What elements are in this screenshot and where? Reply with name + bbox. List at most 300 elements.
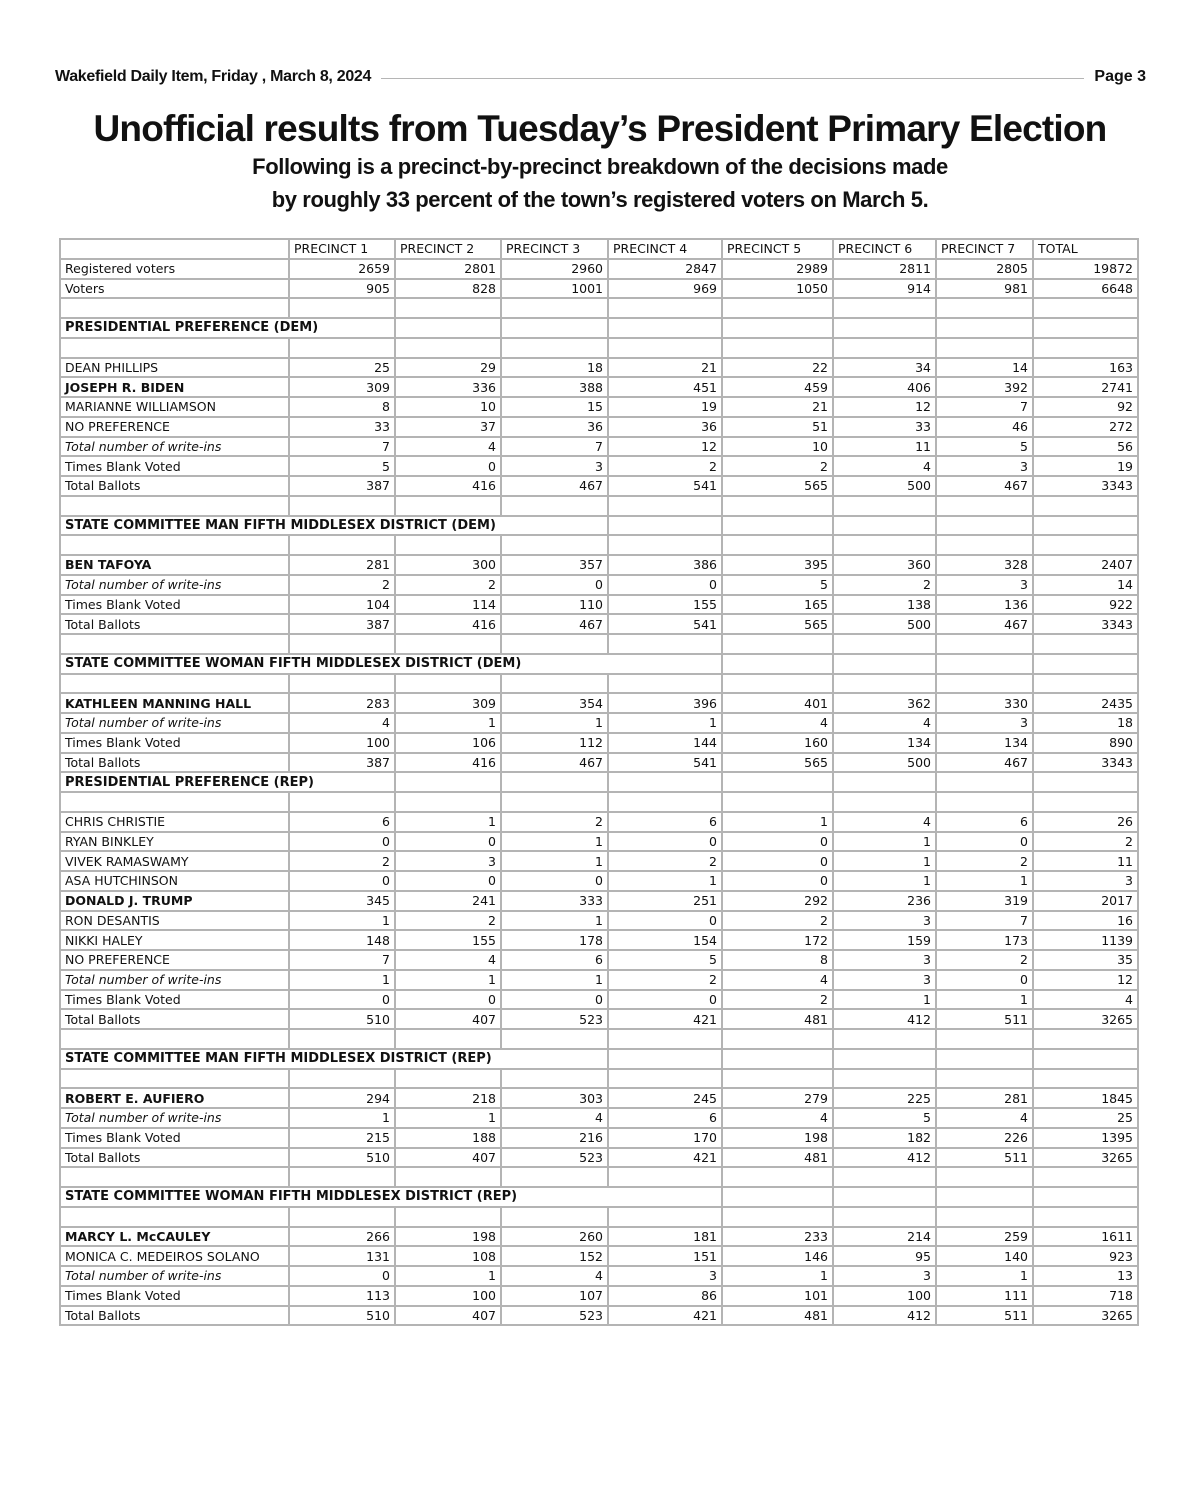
- empty-cell: [722, 1049, 833, 1069]
- precinct-5-cell: 8: [722, 950, 833, 970]
- precinct-3-cell: 15: [501, 397, 608, 417]
- precinct-5-cell: 21: [722, 397, 833, 417]
- empty-cell: [395, 674, 501, 694]
- precinct-6-cell: 100: [833, 1286, 936, 1306]
- precinct-3-cell: 216: [501, 1128, 608, 1148]
- precinct-7-cell: 173: [936, 930, 1033, 950]
- precinct-5-cell: 0: [722, 832, 833, 852]
- section-heading-row: [60, 772, 1138, 792]
- precinct-6-cell: 500: [833, 476, 936, 496]
- precinct-4-cell: 396: [608, 693, 722, 713]
- precinct-7-cell: 3: [936, 575, 1033, 595]
- precinct-7-cell: 981: [936, 279, 1033, 299]
- table-row: [60, 575, 1138, 595]
- empty-cell: [1033, 1049, 1138, 1069]
- precinct-2-cell: 2801: [395, 259, 501, 279]
- total-cell: 2435: [1033, 693, 1138, 713]
- precinct-4-cell: 154: [608, 930, 722, 950]
- empty-cell: [289, 496, 395, 516]
- empty-cell: [395, 1167, 501, 1187]
- empty-cell: [936, 1187, 1033, 1207]
- row-label: Total number of write-ins: [60, 970, 289, 990]
- precinct-2-cell: 0: [395, 456, 501, 476]
- precinct-3-cell: 3: [501, 456, 608, 476]
- precinct-7-cell: 0: [936, 970, 1033, 990]
- empty-cell: [608, 338, 722, 358]
- empty-cell: [501, 318, 608, 338]
- empty-cell: [936, 1049, 1033, 1069]
- precinct-4-cell: 86: [608, 1286, 722, 1306]
- precinct-3-cell: 4: [501, 1266, 608, 1286]
- precinct-6-cell: 3: [833, 950, 936, 970]
- empty-cell: [608, 1167, 722, 1187]
- empty-cell: [395, 338, 501, 358]
- precinct-6-cell: 3: [833, 1266, 936, 1286]
- precinct-3-cell: 523: [501, 1009, 608, 1029]
- spacer-row: [60, 1207, 1138, 1227]
- row-label: VIVEK RAMASWAMY: [60, 851, 289, 871]
- empty-cell: [289, 674, 395, 694]
- precinct-7-cell: 6: [936, 812, 1033, 832]
- row-label: Registered voters: [60, 259, 289, 279]
- precinct-3-cell: 467: [501, 476, 608, 496]
- precinct-4-cell: 19: [608, 397, 722, 417]
- empty-cell: [936, 772, 1033, 792]
- table-row: [60, 1088, 1138, 1108]
- section-heading: STATE COMMITTEE MAN FIFTH MIDDLESEX DISTRICT (DEM): [60, 516, 608, 536]
- precinct-4-cell: 1: [608, 713, 722, 733]
- empty-cell: [1033, 1069, 1138, 1089]
- section-heading-row: [60, 1049, 1138, 1069]
- precinct-1-cell: 905: [289, 279, 395, 299]
- row-label: MONICA C. MEDEIROS SOLANO: [60, 1246, 289, 1266]
- row-label: Total number of write-ins: [60, 437, 289, 457]
- precinct-3-cell: 107: [501, 1286, 608, 1306]
- precinct-6-cell: 225: [833, 1088, 936, 1108]
- empty-cell: [722, 516, 833, 536]
- precinct-1-cell: 283: [289, 693, 395, 713]
- empty-cell: [60, 535, 289, 555]
- precinct-1-cell: 281: [289, 555, 395, 575]
- precinct-4-cell: 21: [608, 358, 722, 378]
- publication-dateline: Wakefield Daily Item, Friday , March 8, 2024: [55, 68, 372, 85]
- precinct-3-cell: 178: [501, 930, 608, 950]
- total-cell: 26: [1033, 812, 1138, 832]
- empty-cell: [1033, 1187, 1138, 1207]
- precinct-6-cell: 1: [833, 990, 936, 1010]
- empty-cell: [608, 772, 722, 792]
- table-row: [60, 555, 1138, 575]
- precinct-6-cell: 138: [833, 595, 936, 615]
- precinct-3-cell: 110: [501, 595, 608, 615]
- precinct-7-cell: 140: [936, 1246, 1033, 1266]
- precinct-1-cell: 345: [289, 891, 395, 911]
- spacer-row: [60, 338, 1138, 358]
- precinct-6-cell: 914: [833, 279, 936, 299]
- total-cell: 19: [1033, 456, 1138, 476]
- row-label: Times Blank Voted: [60, 1286, 289, 1306]
- empty-cell: [936, 338, 1033, 358]
- empty-cell: [833, 792, 936, 812]
- column-header-precinct-5: PRECINCT 5: [722, 239, 833, 259]
- results-body: [60, 259, 1138, 1326]
- precinct-5-cell: 0: [722, 851, 833, 871]
- row-label: DONALD J. TRUMP: [60, 891, 289, 911]
- precinct-3-cell: 7: [501, 437, 608, 457]
- precinct-1-cell: 148: [289, 930, 395, 950]
- total-cell: 3343: [1033, 614, 1138, 634]
- empty-cell: [936, 298, 1033, 318]
- precinct-4-cell: 36: [608, 417, 722, 437]
- empty-cell: [833, 338, 936, 358]
- precinct-3-cell: 4: [501, 1108, 608, 1128]
- empty-cell: [501, 674, 608, 694]
- precinct-2-cell: 336: [395, 377, 501, 397]
- precinct-2-cell: 2: [395, 911, 501, 931]
- empty-cell: [833, 634, 936, 654]
- total-cell: 1611: [1033, 1227, 1138, 1247]
- precinct-3-cell: 36: [501, 417, 608, 437]
- total-cell: 14: [1033, 575, 1138, 595]
- table-row: [60, 851, 1138, 871]
- table-row: [60, 1148, 1138, 1168]
- precinct-6-cell: 182: [833, 1128, 936, 1148]
- empty-cell: [936, 654, 1033, 674]
- precinct-7-cell: 467: [936, 476, 1033, 496]
- precinct-6-cell: 1: [833, 851, 936, 871]
- empty-cell: [936, 1029, 1033, 1049]
- precinct-4-cell: 245: [608, 1088, 722, 1108]
- precinct-2-cell: 2: [395, 575, 501, 595]
- precinct-4-cell: 2847: [608, 259, 722, 279]
- section-heading: PRESIDENTIAL PREFERENCE (DEM): [60, 318, 395, 338]
- total-cell: 12: [1033, 970, 1138, 990]
- table-row: [60, 1009, 1138, 1029]
- total-cell: 4: [1033, 990, 1138, 1010]
- empty-cell: [289, 1029, 395, 1049]
- total-cell: 2017: [1033, 891, 1138, 911]
- row-label: NO PREFERENCE: [60, 950, 289, 970]
- precinct-7-cell: 134: [936, 733, 1033, 753]
- precinct-3-cell: 523: [501, 1306, 608, 1326]
- precinct-7-cell: 5: [936, 437, 1033, 457]
- row-label: Total Ballots: [60, 1148, 289, 1168]
- precinct-3-cell: 1: [501, 713, 608, 733]
- empty-cell: [289, 298, 395, 318]
- column-header-precinct-3: PRECINCT 3: [501, 239, 608, 259]
- precinct-7-cell: 226: [936, 1128, 1033, 1148]
- precinct-1-cell: 1: [289, 911, 395, 931]
- precinct-6-cell: 214: [833, 1227, 936, 1247]
- empty-cell: [1033, 674, 1138, 694]
- total-cell: 272: [1033, 417, 1138, 437]
- column-header-label: [60, 239, 289, 259]
- empty-cell: [722, 772, 833, 792]
- row-label: Times Blank Voted: [60, 990, 289, 1010]
- precinct-7-cell: 4: [936, 1108, 1033, 1128]
- precinct-6-cell: 1: [833, 871, 936, 891]
- precinct-3-cell: 1: [501, 911, 608, 931]
- table-row: [60, 377, 1138, 397]
- precinct-5-cell: 101: [722, 1286, 833, 1306]
- row-label: Total Ballots: [60, 476, 289, 496]
- precinct-2-cell: 416: [395, 476, 501, 496]
- empty-cell: [1033, 654, 1138, 674]
- precinct-4-cell: 541: [608, 753, 722, 773]
- empty-cell: [60, 1029, 289, 1049]
- empty-cell: [833, 1207, 936, 1227]
- empty-cell: [501, 634, 608, 654]
- precinct-2-cell: 4: [395, 437, 501, 457]
- table-row: [60, 1128, 1138, 1148]
- precinct-3-cell: 467: [501, 614, 608, 634]
- precinct-1-cell: 387: [289, 476, 395, 496]
- precinct-4-cell: 421: [608, 1306, 722, 1326]
- total-cell: 163: [1033, 358, 1138, 378]
- table-row: [60, 693, 1138, 713]
- empty-cell: [60, 1069, 289, 1089]
- empty-cell: [833, 298, 936, 318]
- precinct-6-cell: 3: [833, 911, 936, 931]
- masthead-rule: [381, 78, 1084, 79]
- precinct-6-cell: 236: [833, 891, 936, 911]
- precinct-5-cell: 0: [722, 871, 833, 891]
- precinct-1-cell: 2: [289, 575, 395, 595]
- empty-cell: [395, 1069, 501, 1089]
- table-row: [60, 911, 1138, 931]
- precinct-7-cell: 511: [936, 1148, 1033, 1168]
- row-label: ROBERT E. AUFIERO: [60, 1088, 289, 1108]
- precinct-6-cell: 11: [833, 437, 936, 457]
- empty-cell: [395, 772, 501, 792]
- section-heading: STATE COMMITTEE WOMAN FIFTH MIDDLESEX DISTRICT (DEM): [60, 654, 722, 674]
- precinct-7-cell: 328: [936, 555, 1033, 575]
- precinct-2-cell: 309: [395, 693, 501, 713]
- empty-cell: [1033, 792, 1138, 812]
- table-row: [60, 397, 1138, 417]
- empty-cell: [936, 634, 1033, 654]
- row-label: MARIANNE WILLIAMSON: [60, 397, 289, 417]
- precinct-4-cell: 2: [608, 970, 722, 990]
- precinct-4-cell: 2: [608, 456, 722, 476]
- precinct-4-cell: 181: [608, 1227, 722, 1247]
- precinct-3-cell: 357: [501, 555, 608, 575]
- empty-cell: [395, 298, 501, 318]
- precinct-1-cell: 510: [289, 1009, 395, 1029]
- empty-cell: [722, 318, 833, 338]
- empty-cell: [833, 535, 936, 555]
- precinct-1-cell: 131: [289, 1246, 395, 1266]
- precinct-3-cell: 6: [501, 950, 608, 970]
- empty-cell: [289, 792, 395, 812]
- row-label: Total Ballots: [60, 614, 289, 634]
- precinct-4-cell: 541: [608, 614, 722, 634]
- total-cell: 922: [1033, 595, 1138, 615]
- table-row: [60, 733, 1138, 753]
- precinct-6-cell: 4: [833, 713, 936, 733]
- precinct-4-cell: 151: [608, 1246, 722, 1266]
- precinct-6-cell: 134: [833, 733, 936, 753]
- precinct-3-cell: 152: [501, 1246, 608, 1266]
- empty-cell: [289, 338, 395, 358]
- precinct-4-cell: 451: [608, 377, 722, 397]
- precinct-1-cell: 104: [289, 595, 395, 615]
- empty-cell: [289, 1167, 395, 1187]
- precinct-3-cell: 1: [501, 832, 608, 852]
- section-heading-row: [60, 654, 1138, 674]
- empty-cell: [60, 1167, 289, 1187]
- empty-cell: [1033, 1207, 1138, 1227]
- precinct-2-cell: 10: [395, 397, 501, 417]
- precinct-5-cell: 395: [722, 555, 833, 575]
- precinct-7-cell: 511: [936, 1009, 1033, 1029]
- empty-cell: [289, 634, 395, 654]
- empty-cell: [722, 1207, 833, 1227]
- precinct-1-cell: 0: [289, 832, 395, 852]
- precinct-5-cell: 172: [722, 930, 833, 950]
- row-label: RON DESANTIS: [60, 911, 289, 931]
- precinct-4-cell: 170: [608, 1128, 722, 1148]
- precinct-2-cell: 100: [395, 1286, 501, 1306]
- precinct-7-cell: 2805: [936, 259, 1033, 279]
- precinct-6-cell: 406: [833, 377, 936, 397]
- empty-cell: [501, 496, 608, 516]
- precinct-4-cell: 0: [608, 575, 722, 595]
- precinct-2-cell: 114: [395, 595, 501, 615]
- section-heading: STATE COMMITTEE WOMAN FIFTH MIDDLESEX DISTRICT (REP): [60, 1187, 722, 1207]
- empty-cell: [833, 496, 936, 516]
- precinct-2-cell: 0: [395, 990, 501, 1010]
- precinct-1-cell: 113: [289, 1286, 395, 1306]
- precinct-6-cell: 1: [833, 832, 936, 852]
- spacer-row: [60, 1029, 1138, 1049]
- empty-cell: [60, 298, 289, 318]
- empty-cell: [501, 298, 608, 318]
- empty-cell: [501, 1029, 608, 1049]
- empty-cell: [501, 1167, 608, 1187]
- precinct-6-cell: 5: [833, 1108, 936, 1128]
- column-header-precinct-4: PRECINCT 4: [608, 239, 722, 259]
- row-label: Voters: [60, 279, 289, 299]
- precinct-3-cell: 1: [501, 970, 608, 990]
- empty-cell: [501, 1207, 608, 1227]
- spacer-row: [60, 634, 1138, 654]
- precinct-4-cell: 144: [608, 733, 722, 753]
- precinct-4-cell: 155: [608, 595, 722, 615]
- precinct-3-cell: 354: [501, 693, 608, 713]
- subheadline-line-2: by roughly 33 percent of the town’s registered voters on March 5.: [271, 187, 929, 212]
- precinct-5-cell: 565: [722, 476, 833, 496]
- empty-cell: [1033, 318, 1138, 338]
- precinct-5-cell: 2: [722, 911, 833, 931]
- empty-cell: [936, 1167, 1033, 1187]
- precinct-3-cell: 0: [501, 575, 608, 595]
- precinct-1-cell: 2659: [289, 259, 395, 279]
- empty-cell: [1033, 496, 1138, 516]
- precinct-5-cell: 2989: [722, 259, 833, 279]
- empty-cell: [1033, 535, 1138, 555]
- empty-cell: [833, 1069, 936, 1089]
- total-cell: 35: [1033, 950, 1138, 970]
- spacer-row: [60, 1167, 1138, 1187]
- table-row: [60, 1286, 1138, 1306]
- total-cell: 3343: [1033, 753, 1138, 773]
- table-row: [60, 891, 1138, 911]
- empty-cell: [608, 792, 722, 812]
- precinct-7-cell: 0: [936, 832, 1033, 852]
- precinct-3-cell: 1001: [501, 279, 608, 299]
- row-label: MARCY L. McCAULEY: [60, 1227, 289, 1247]
- precinct-4-cell: 969: [608, 279, 722, 299]
- precinct-5-cell: 481: [722, 1009, 833, 1029]
- precinct-2-cell: 198: [395, 1227, 501, 1247]
- precinct-6-cell: 360: [833, 555, 936, 575]
- table-row: [60, 990, 1138, 1010]
- precinct-7-cell: 3: [936, 456, 1033, 476]
- empty-cell: [833, 318, 936, 338]
- empty-cell: [722, 496, 833, 516]
- precinct-5-cell: 4: [722, 713, 833, 733]
- precinct-2-cell: 155: [395, 930, 501, 950]
- table-row: [60, 1108, 1138, 1128]
- precinct-6-cell: 3: [833, 970, 936, 990]
- precinct-7-cell: 14: [936, 358, 1033, 378]
- table-row: [60, 614, 1138, 634]
- table-row: [60, 595, 1138, 615]
- precinct-1-cell: 8: [289, 397, 395, 417]
- empty-cell: [936, 792, 1033, 812]
- empty-cell: [1033, 298, 1138, 318]
- precinct-5-cell: 279: [722, 1088, 833, 1108]
- precinct-2-cell: 37: [395, 417, 501, 437]
- precinct-4-cell: 251: [608, 891, 722, 911]
- precinct-4-cell: 0: [608, 990, 722, 1010]
- row-label: NO PREFERENCE: [60, 417, 289, 437]
- empty-cell: [395, 634, 501, 654]
- precinct-7-cell: 392: [936, 377, 1033, 397]
- precinct-5-cell: 4: [722, 1108, 833, 1128]
- empty-cell: [833, 516, 936, 536]
- empty-cell: [936, 674, 1033, 694]
- empty-cell: [833, 674, 936, 694]
- empty-cell: [936, 318, 1033, 338]
- empty-cell: [608, 535, 722, 555]
- precinct-2-cell: 29: [395, 358, 501, 378]
- precinct-2-cell: 1: [395, 713, 501, 733]
- empty-cell: [501, 338, 608, 358]
- precinct-1-cell: 0: [289, 1266, 395, 1286]
- empty-cell: [936, 1069, 1033, 1089]
- empty-cell: [608, 1049, 722, 1069]
- empty-cell: [722, 1069, 833, 1089]
- precinct-3-cell: 112: [501, 733, 608, 753]
- precinct-2-cell: 1: [395, 812, 501, 832]
- empty-cell: [60, 496, 289, 516]
- precinct-2-cell: 828: [395, 279, 501, 299]
- empty-cell: [722, 634, 833, 654]
- precinct-4-cell: 6: [608, 1108, 722, 1128]
- precinct-5-cell: 1: [722, 812, 833, 832]
- empty-cell: [501, 792, 608, 812]
- precinct-6-cell: 159: [833, 930, 936, 950]
- empty-cell: [501, 535, 608, 555]
- precinct-7-cell: 467: [936, 753, 1033, 773]
- table-row: [60, 279, 1138, 299]
- empty-cell: [289, 535, 395, 555]
- total-cell: 19872: [1033, 259, 1138, 279]
- precinct-1-cell: 4: [289, 713, 395, 733]
- empty-cell: [722, 535, 833, 555]
